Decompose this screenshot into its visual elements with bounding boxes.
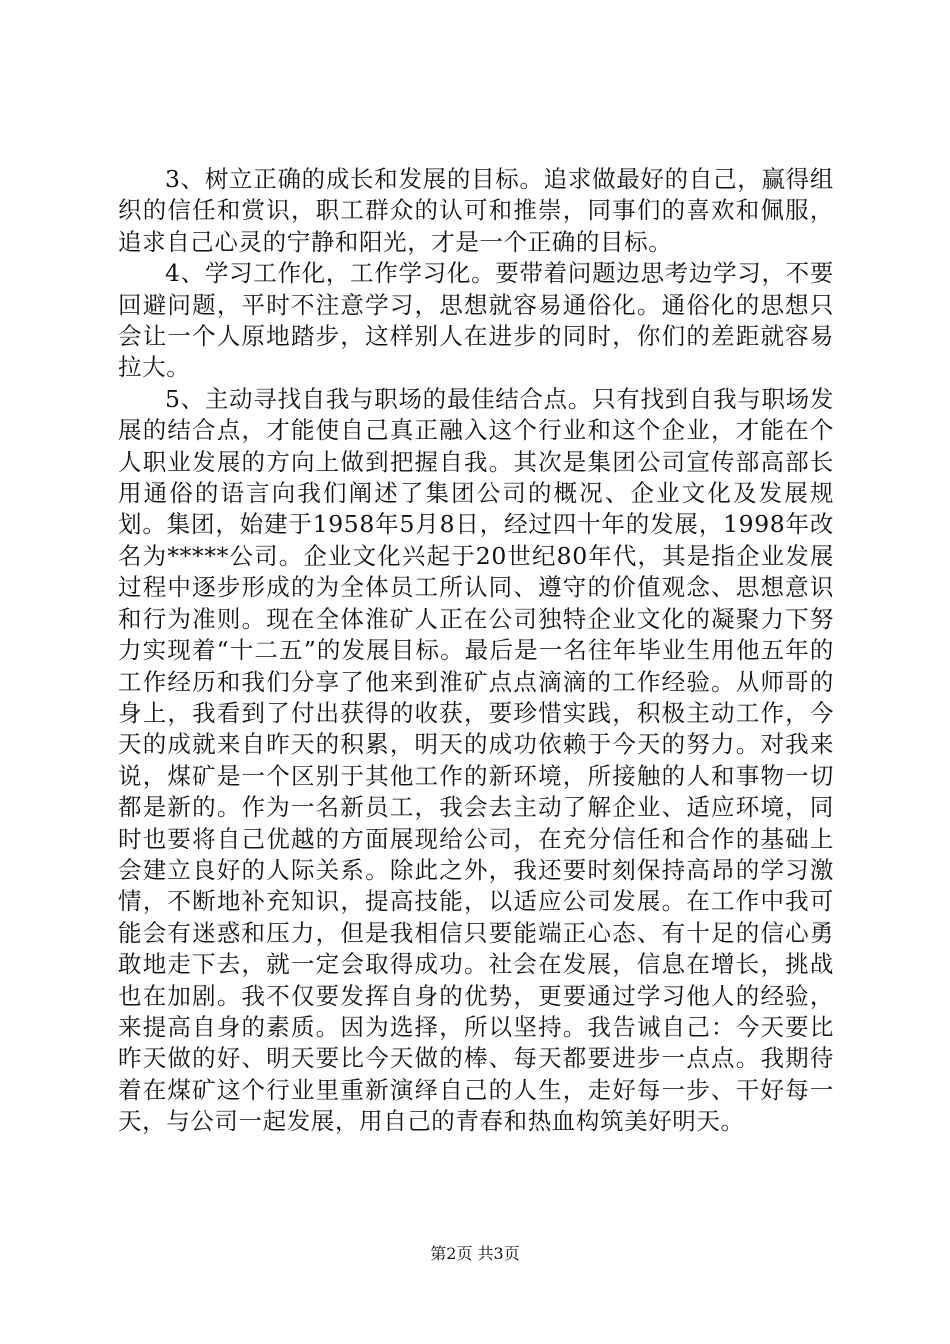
paragraph-4: 4、学习工作化，工作学习化。要带着问题边思考边学习，不要回避问题，平时不注意学习，思想就容易通俗化。通俗化的思想只会让一个人原地踏步，这样别人在进步的同时，你们的差距就容易拉大。 <box>118 259 834 382</box>
paragraph-5: 5、主动寻找自我与职场的最佳结合点。只有找到自我与职场发展的结合点，才能使自己真正融入这个行业和这个企业，才能在个人职业发展的方向上做到把握自我。其次是集团公司宣传部高部长用通俗的语言向我们阐述了集团公司的概况、企业文化及发展规划。集团，始建于1958年5月8日，经过四十年的发展，1998年改名为*****公司。企业文化兴起于20世纪80年代，其是指企业发展过程中逐步形成的为全体员工所认同、遵守的价值观念、思想意识和行为准则。现在全体淮矿人正在公司独特企业文化的凝聚力下努力实现着“十二五”的发展目标。最后是一名往年毕业生用他五年的工作经历和我们分享了他来到淮矿点点滴滴的工作经验。从师哥的身上，我看到了付出获得的收获，要珍惜实践，积极主动工作，今天的成就来自昨天的积累，明天的成功依赖于今天的努力。对我来说，煤矿是一个区别于其他工作的新环境，所接触的人和事物一切都是新的。作为一名新员工，我会去主动了解企业、适应环境，同时也要将自己优越的方面展现给公司，在充分信任和合作的基础上会建立良好的人际关系。除此之外，我还要时刻保持高昂的学习激情，不断地补充知识，提高技能，以适应公司发展。在工作中我可能会有迷惑和压力，但是我相信只要能端正心态、有十足的信心勇敢地走下去，就一定会取得成功。社会在发展，信息在增长，挑战也在加剧。我不仅要发挥自身的优势，更要通过学习他人的经验，来提高自身的素质。因为选择，所以坚持。我告诫自己：今天要比昨天做的好、明天要比今天做的棒、每天都要进步一点点。我期待着在煤矿这个行业里重新演绎自己的人生，走好每一步、干好每一天，与公司一起发展，用自己的青春和热血构筑美好明天。 <box>118 384 834 1136</box>
document-body <box>118 164 834 1138</box>
paragraph-3: 3、树立正确的成长和发展的目标。追求做最好的自己，赢得组织的信任和赏识，职工群众的认可和推崇，同事们的喜欢和佩服，追求自己心灵的宁静和阳光，才是一个正确的目标。 <box>118 165 834 256</box>
page-footer: 第2页 共3页 <box>430 1244 520 1263</box>
